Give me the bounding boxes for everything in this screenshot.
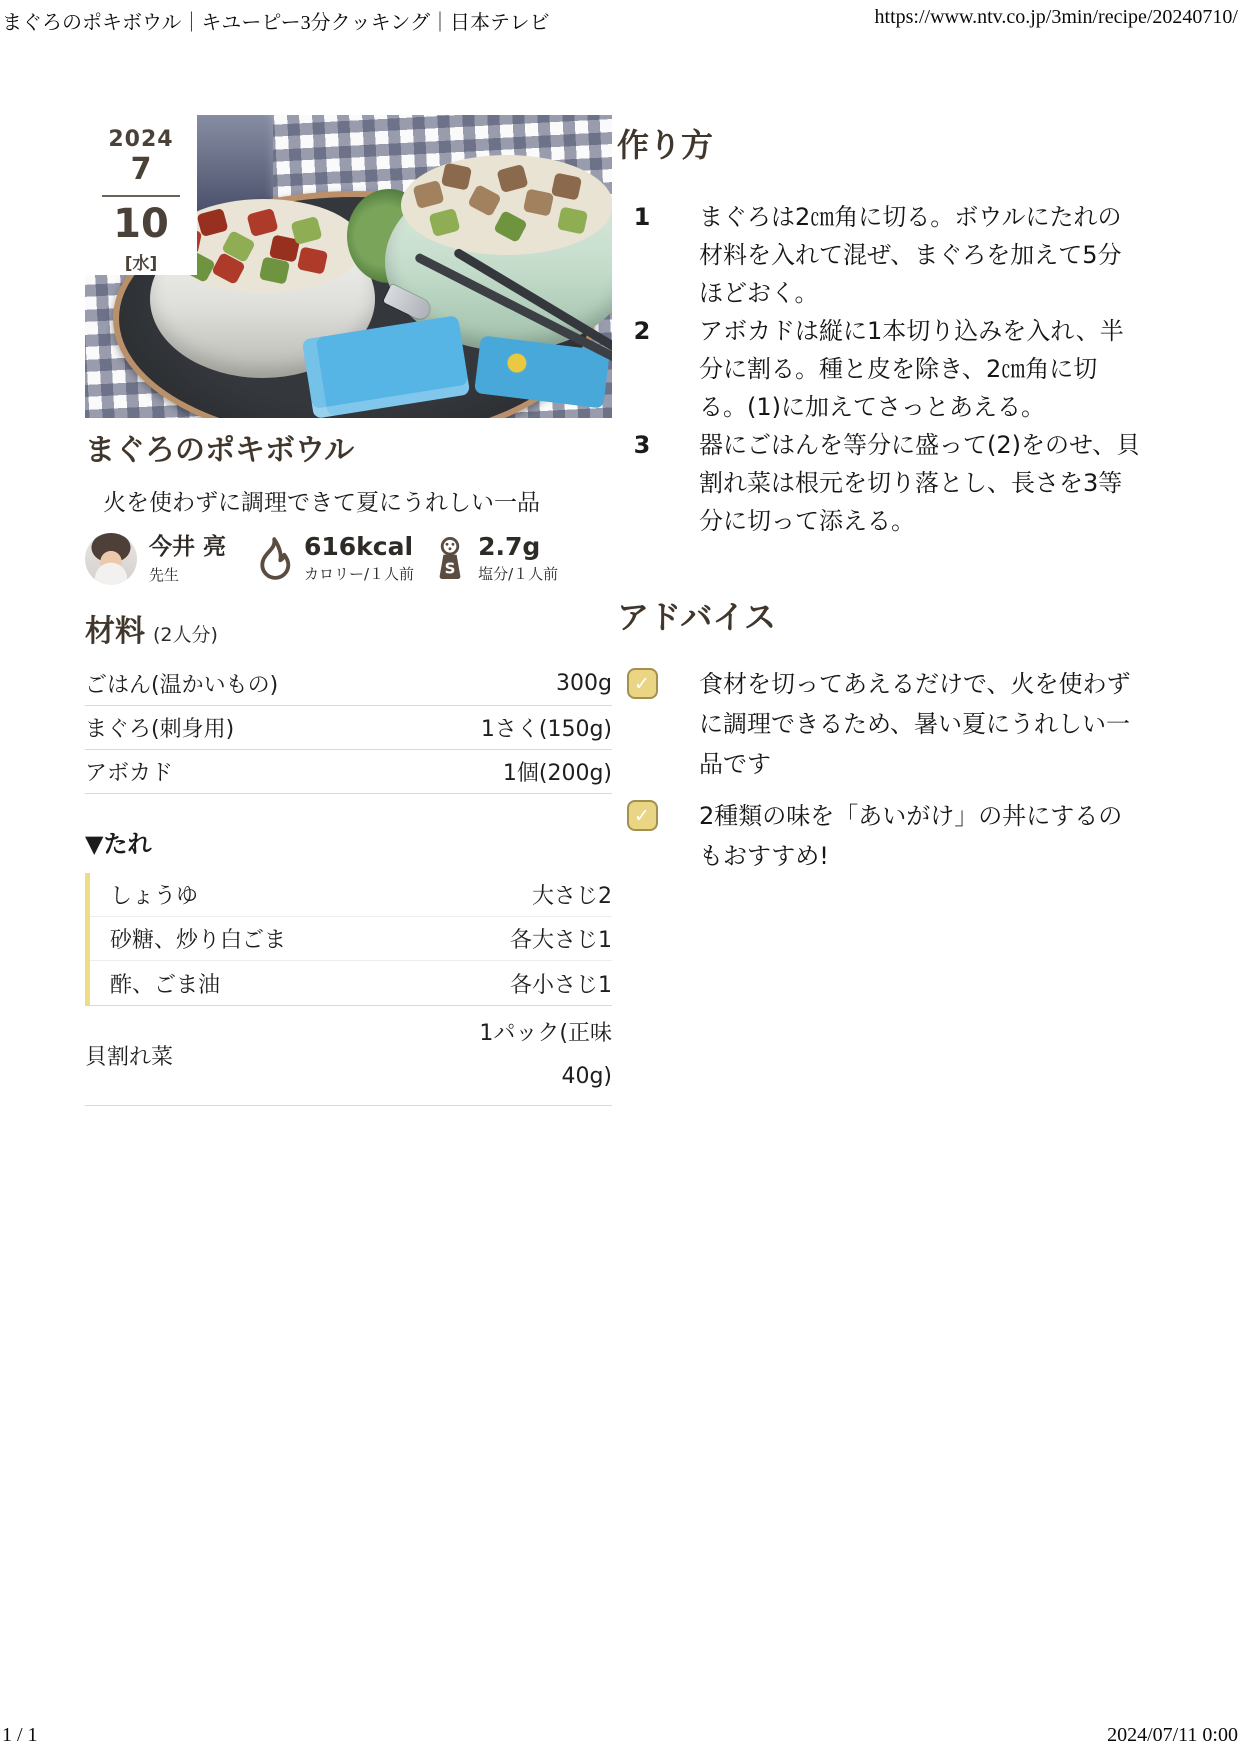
sauce-group-heading: ▼たれ <box>85 830 152 858</box>
step-text: アボカドは縦に1本切り込みを入れ、半分に割る。種と皮を除き、2㎝角に切る。(1)に加えてさっとあえる。 <box>699 317 1124 421</box>
avocado-cube <box>259 256 290 284</box>
ingredient-name: 貝割れ菜 <box>85 1045 174 1070</box>
chef-name: 今井 亮 <box>149 533 227 560</box>
date-day: 10 <box>113 201 169 247</box>
advice-text: 2種類の味を「あいがけ」の丼にするのもおすすめ! <box>699 802 1123 870</box>
ingredient-amount: 大さじ2 <box>532 884 612 909</box>
tuna-chunk <box>496 164 528 193</box>
step-number: 3 <box>633 431 651 459</box>
page-indicator: 1 / 1 <box>2 1724 38 1746</box>
instructions-column <box>617 120 1142 888</box>
ingredient-amount: 1さく(150g) <box>480 717 612 742</box>
tuna-chunk <box>412 180 444 209</box>
print-timestamp: 2024/07/11 0:00 <box>1107 1724 1238 1746</box>
ingredients-heading: 材料 (2人分) <box>85 614 218 649</box>
advice-text: 食材を切ってあえるだけで、火を使わずに調理できるため、暑い夏にうれしい一品です <box>699 670 1131 778</box>
advice-list <box>617 664 1142 876</box>
tuna-chunk <box>441 162 472 190</box>
ingredient-row <box>90 961 612 1005</box>
ingredient-name: ごはん(温かいもの) <box>85 673 279 698</box>
step-text: 器にごはんを等分に盛って(2)をのせ、貝割れ菜は根元を切り落とし、長さを3等分に切って添える。 <box>699 431 1141 535</box>
ingredient-amount: 1個(200g) <box>502 761 612 786</box>
recipe-title: まぐろのポキボウル <box>85 433 355 468</box>
date-badge <box>85 115 197 275</box>
steps-list <box>617 198 1142 540</box>
ingredient-row <box>85 706 612 750</box>
ingredient-row <box>90 917 612 961</box>
ingredient-name: まぐろ(刺身用) <box>85 717 235 742</box>
sauce-group <box>85 873 612 1006</box>
steps-heading: 作り方 <box>617 126 714 164</box>
tuna-chunk <box>551 172 582 200</box>
date-divider <box>102 195 180 197</box>
step-item <box>617 312 1142 426</box>
check-icon: ✓ <box>627 668 658 699</box>
calorie-label: カロリー/１人前 <box>304 565 415 583</box>
poke-bowl-right-food <box>401 155 612 255</box>
step-number: 2 <box>633 317 651 345</box>
step-item <box>617 426 1142 540</box>
date-weekday: [水] <box>124 254 158 274</box>
flame-icon <box>250 535 294 583</box>
advice-heading: アドバイス <box>617 598 777 636</box>
ingredient-row <box>85 1006 612 1106</box>
recipe-subtitle: 火を使わずに調理できて夏にうれしい一品 <box>103 490 540 516</box>
step-text: まぐろは2㎝角に切る。ボウルにたれの材料を入れて混ぜ、まぐろを加えて5分ほどおく。 <box>699 203 1122 307</box>
ingredient-row <box>85 750 612 794</box>
print-header-url: https://www.ntv.co.jp/3min/recipe/20240710/ <box>874 6 1238 28</box>
ingredient-amount: 1パック(正味 40g) <box>479 1020 612 1089</box>
salt-value: 2.7g <box>478 532 541 561</box>
advice-item <box>617 796 1142 876</box>
avocado-cube <box>428 208 460 237</box>
date-year: 2024 <box>108 127 174 152</box>
ingredient-amount: 各小さじ1 <box>510 972 612 998</box>
tuna-cube <box>246 208 278 237</box>
salt-shaker-letter: S <box>444 559 456 578</box>
calorie-stat <box>250 534 414 584</box>
servings-label: (2人分) <box>153 624 218 646</box>
print-footer <box>2 1724 1238 1747</box>
chef-info <box>85 533 250 585</box>
avocado-cube <box>493 210 528 243</box>
recipe-meta-row <box>85 533 612 585</box>
avocado-cube <box>290 216 322 245</box>
print-header-title: まぐろのポキボウル｜キユーピー3分クッキング｜日本テレビ <box>2 12 550 34</box>
ingredients-table <box>85 662 612 1106</box>
ingredient-name: 砂糖、炒り白ごま <box>110 928 287 953</box>
advice-item <box>617 664 1142 784</box>
ingredient-amount: 各大さじ1 <box>510 928 612 953</box>
date-month: 7 <box>130 152 152 187</box>
ingredient-name: しょうゆ <box>110 884 199 909</box>
calorie-value: 616kcal <box>304 532 414 561</box>
tuna-cube <box>297 246 328 274</box>
step-item <box>617 198 1142 312</box>
avocado-cube <box>557 206 588 234</box>
print-header <box>2 6 1238 35</box>
ingredient-name: アボカド <box>85 761 174 786</box>
check-icon: ✓ <box>627 800 658 831</box>
step-number: 1 <box>633 203 651 231</box>
salt-label: 塩分/１人前 <box>478 565 559 583</box>
ingredient-name: 酢、ごま油 <box>110 972 221 998</box>
chef-suffix: 先生 <box>149 565 180 584</box>
ingredient-amount: 300g <box>556 671 612 696</box>
salt-shaker-icon <box>432 536 468 582</box>
tuna-chunk <box>467 184 502 217</box>
tuna-cube <box>196 208 228 237</box>
tuna-chunk <box>523 188 554 216</box>
recipe-photo <box>85 115 612 418</box>
ingredient-row <box>85 662 612 706</box>
chef-avatar <box>85 533 137 585</box>
salt-stat <box>432 534 558 584</box>
ingredient-row <box>90 873 612 917</box>
